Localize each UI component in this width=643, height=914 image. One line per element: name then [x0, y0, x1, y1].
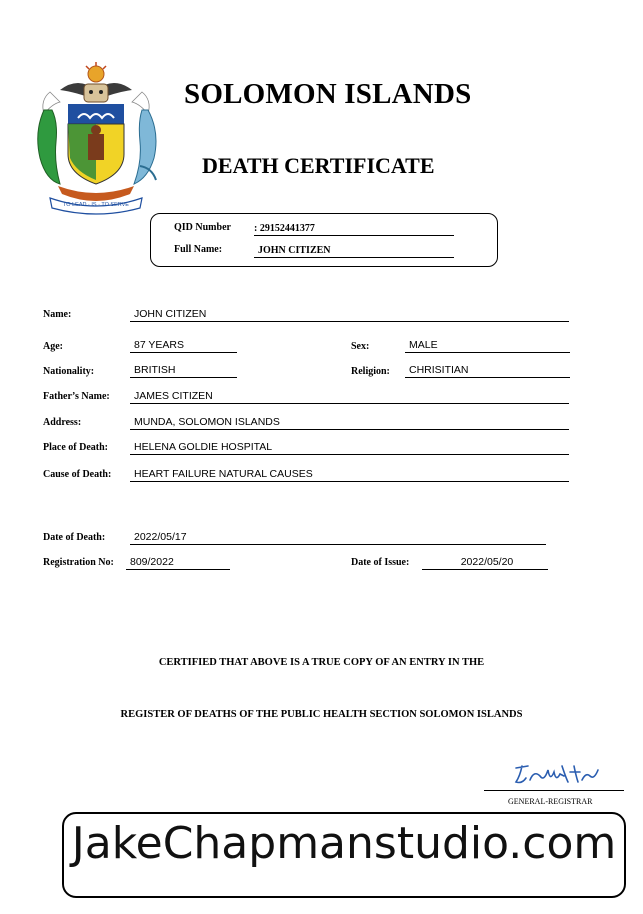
cause-of-death-value: HEART FAILURE NATURAL CAUSES: [130, 468, 569, 482]
registrar-title: GENERAL-REGISTRAR: [508, 797, 593, 806]
name-label: Name:: [43, 309, 72, 320]
place-of-death-label: Place of Death:: [43, 442, 108, 453]
religion-value: CHRISITIAN: [405, 364, 570, 378]
date-of-death-value: 2022/05/17: [130, 531, 546, 545]
registrar-signature: [510, 760, 602, 788]
cause-of-death-label: Cause of Death:: [43, 469, 112, 480]
age-label: Age:: [43, 341, 63, 352]
certification-line-1: CERTIFIED THAT ABOVE IS A TRUE COPY OF AN ENTRY IN THE: [158, 657, 485, 668]
date-of-issue-label: Date of Issue:: [351, 557, 410, 568]
motto-text: TO LEAD · IS · TO SERVE: [63, 202, 129, 208]
watermark-text: JakeChapmanstudio.com: [71, 818, 617, 869]
coat-of-arms: [30, 62, 162, 218]
nationality-value: BRITISH: [130, 364, 237, 378]
registration-label: Registration No:: [43, 557, 114, 568]
full-name-value: JOHN CITIZEN: [254, 244, 454, 258]
name-value: JOHN CITIZEN: [130, 308, 569, 322]
address-label: Address:: [43, 417, 82, 428]
sex-value: MALE: [405, 339, 570, 353]
registration-value: 809/2022: [126, 556, 230, 570]
qid-value: : 29152441377: [254, 222, 454, 236]
place-of-death-value: HELENA GOLDIE HOSPITAL: [130, 441, 569, 455]
qid-label: QID Number: [174, 222, 231, 233]
signature-line: [484, 790, 624, 791]
address-value: MUNDA, SOLOMON ISLANDS: [130, 416, 569, 430]
father-value: JAMES CITIZEN: [130, 390, 569, 404]
father-label: Father’s Name:: [43, 391, 110, 402]
sex-label: Sex:: [351, 341, 370, 352]
country-title: SOLOMON ISLANDS: [184, 78, 472, 110]
full-name-label: Full Name:: [174, 244, 223, 255]
religion-label: Religion:: [351, 366, 390, 377]
age-value: 87 YEARS: [130, 339, 237, 353]
certification-line-2: REGISTER OF DEATHS OF THE PUBLIC HEALTH SECTION SOLOMON ISLANDS: [120, 709, 523, 720]
document-title: DEATH CERTIFICATE: [202, 153, 435, 178]
date-of-death-label: Date of Death:: [43, 532, 106, 543]
nationality-label: Nationality:: [43, 366, 95, 377]
date-of-issue-value: 2022/05/20: [422, 556, 548, 570]
